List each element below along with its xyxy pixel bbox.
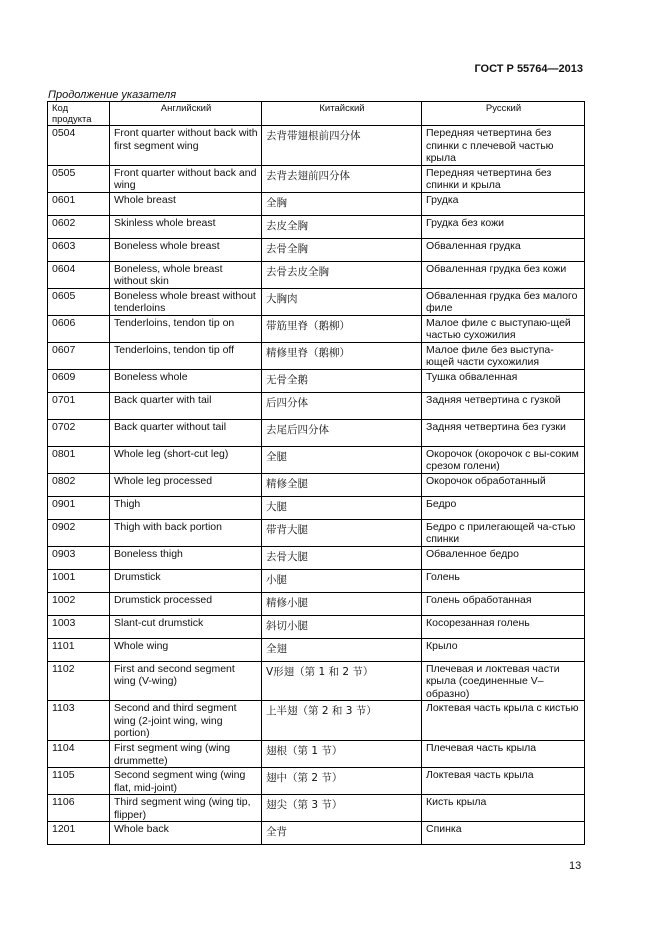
cell-code: 0609 — [48, 369, 110, 392]
cell-english: Third segment wing (wing tip, flipper) — [110, 795, 262, 822]
cell-russian: Голень обработанная — [422, 592, 585, 615]
cell-russian: Крыло — [422, 638, 585, 661]
cell-english: Skinless whole breast — [110, 215, 262, 238]
cell-chinese: 大胸肉 — [262, 288, 422, 315]
cell-russian: Задняя четвертина с гузкой — [422, 392, 585, 419]
cell-chinese: 精修小腿 — [262, 592, 422, 615]
cell-russian: Локтевая часть крыла с кистью — [422, 701, 585, 741]
cell-english: Whole back — [110, 822, 262, 845]
table-header-row — [48, 102, 585, 126]
cell-english: Boneless thigh — [110, 546, 262, 569]
cell-chinese: 带筋里脊（鹅柳） — [262, 315, 422, 342]
table-row — [48, 473, 585, 496]
cell-english: Front quarter without back and wing — [110, 165, 262, 192]
table-row — [48, 419, 585, 446]
table-row — [48, 496, 585, 519]
cell-russian: Голень — [422, 569, 585, 592]
table-row — [48, 519, 585, 546]
cell-english: Thigh with back portion — [110, 519, 262, 546]
table-row — [48, 592, 585, 615]
table-row — [48, 369, 585, 392]
cell-russian: Передняя четвертина без спинки и крыла — [422, 165, 585, 192]
cell-english: Drumstick — [110, 569, 262, 592]
cell-code: 0902 — [48, 519, 110, 546]
cell-chinese: 大腿 — [262, 496, 422, 519]
product-index-table — [47, 101, 585, 845]
cell-english: Whole leg (short-cut leg) — [110, 446, 262, 473]
cell-chinese: 全腿 — [262, 446, 422, 473]
cell-code: 0604 — [48, 261, 110, 288]
cell-russian: Плечевая и локтевая части крыла (соединенные V–образно) — [422, 661, 585, 701]
cell-russian: Передняя четвертина без спинки с плечевой частью крыла — [422, 126, 585, 166]
cell-code: 1101 — [48, 638, 110, 661]
column-header-russian: Русский — [422, 102, 585, 126]
cell-chinese: 全背 — [262, 822, 422, 845]
cell-chinese: 去骨全胸 — [262, 238, 422, 261]
cell-chinese: 翅中（第 2 节） — [262, 768, 422, 795]
cell-code: 0603 — [48, 238, 110, 261]
cell-russian: Плечевая часть крыла — [422, 741, 585, 768]
cell-code: 1001 — [48, 569, 110, 592]
column-header-code: Код продукта — [48, 102, 110, 126]
cell-russian: Спинка — [422, 822, 585, 845]
cell-chinese: 去骨大腿 — [262, 546, 422, 569]
table-row — [48, 288, 585, 315]
cell-chinese: 小腿 — [262, 569, 422, 592]
cell-russian: Косорезанная голень — [422, 615, 585, 638]
cell-code: 0901 — [48, 496, 110, 519]
cell-english: Tenderloins, tendon tip off — [110, 342, 262, 369]
table-row — [48, 546, 585, 569]
cell-russian: Окорочок (окорочок с вы-соким срезом голени) — [422, 446, 585, 473]
table-row — [48, 661, 585, 701]
table-row — [48, 392, 585, 419]
cell-russian: Задняя четвертина без гузки — [422, 419, 585, 446]
cell-chinese: 去背去翅前四分体 — [262, 165, 422, 192]
cell-code: 0903 — [48, 546, 110, 569]
cell-english: Boneless whole — [110, 369, 262, 392]
cell-english: Drumstick processed — [110, 592, 262, 615]
table-caption: Продолжение указателя — [48, 89, 177, 101]
cell-russian: Обваленная грудка — [422, 238, 585, 261]
cell-russian: Обваленное бедро — [422, 546, 585, 569]
cell-chinese: 上半翅（第 2 和 3 节） — [262, 701, 422, 741]
cell-english: Thigh — [110, 496, 262, 519]
cell-russian: Грудка без кожи — [422, 215, 585, 238]
table-row — [48, 446, 585, 473]
cell-english: Boneless, whole breast without skin — [110, 261, 262, 288]
column-header-chinese: Китайский — [262, 102, 422, 126]
cell-chinese: 精修里脊（鹅柳） — [262, 342, 422, 369]
cell-english: Tenderloins, tendon tip on — [110, 315, 262, 342]
cell-russian: Малое филе с выступаю-щей частью сухожилия — [422, 315, 585, 342]
cell-english: Whole breast — [110, 192, 262, 215]
cell-code: 0602 — [48, 215, 110, 238]
cell-english: Slant-cut drumstick — [110, 615, 262, 638]
cell-russian: Обваленная грудка без малого филе — [422, 288, 585, 315]
cell-english: Second segment wing (wing flat, mid-joint) — [110, 768, 262, 795]
table-row — [48, 126, 585, 166]
cell-russian: Кисть крыла — [422, 795, 585, 822]
cell-english: Whole leg processed — [110, 473, 262, 496]
cell-chinese: V形翅（第 1 和 2 节） — [262, 661, 422, 701]
table-row — [48, 795, 585, 822]
page-number: 13 — [569, 860, 582, 872]
table-row — [48, 615, 585, 638]
cell-english: First segment wing (wing drummette) — [110, 741, 262, 768]
cell-chinese: 全胸 — [262, 192, 422, 215]
cell-english: Back quarter without tail — [110, 419, 262, 446]
cell-code: 1103 — [48, 701, 110, 741]
cell-russian: Малое филе без выступа-ющей части сухожилия — [422, 342, 585, 369]
cell-code: 0605 — [48, 288, 110, 315]
cell-chinese: 翅尖（第 3 节） — [262, 795, 422, 822]
cell-code: 1002 — [48, 592, 110, 615]
cell-english: First and second segment wing (V-wing) — [110, 661, 262, 701]
cell-chinese: 斜切小腿 — [262, 615, 422, 638]
cell-russian: Локтевая часть крыла — [422, 768, 585, 795]
cell-russian: Обваленная грудка без кожи — [422, 261, 585, 288]
cell-code: 0601 — [48, 192, 110, 215]
table-row — [48, 342, 585, 369]
table-row — [48, 569, 585, 592]
cell-code: 0504 — [48, 126, 110, 166]
cell-english: Boneless whole breast — [110, 238, 262, 261]
cell-chinese: 去背带翅根前四分体 — [262, 126, 422, 166]
cell-russian: Бедро — [422, 496, 585, 519]
cell-code: 0701 — [48, 392, 110, 419]
standard-code: ГОСТ Р 55764—2013 — [474, 63, 583, 75]
cell-chinese: 去尾后四分体 — [262, 419, 422, 446]
cell-chinese: 去皮全胸 — [262, 215, 422, 238]
column-header-english: Английский — [110, 102, 262, 126]
table-row — [48, 701, 585, 741]
cell-russian: Окорочок обработанный — [422, 473, 585, 496]
cell-code: 0802 — [48, 473, 110, 496]
table-row — [48, 215, 585, 238]
cell-chinese: 翅根（第 1 节） — [262, 741, 422, 768]
cell-code: 1106 — [48, 795, 110, 822]
cell-chinese: 无骨全鹅 — [262, 369, 422, 392]
cell-code: 0505 — [48, 165, 110, 192]
cell-code: 1104 — [48, 741, 110, 768]
cell-english: Back quarter with tail — [110, 392, 262, 419]
cell-chinese: 带背大腿 — [262, 519, 422, 546]
cell-chinese: 全翅 — [262, 638, 422, 661]
cell-code: 0607 — [48, 342, 110, 369]
cell-english: Whole wing — [110, 638, 262, 661]
table-row — [48, 315, 585, 342]
table-row — [48, 822, 585, 845]
cell-code: 1003 — [48, 615, 110, 638]
cell-russian: Грудка — [422, 192, 585, 215]
table-row — [48, 741, 585, 768]
cell-code: 0801 — [48, 446, 110, 473]
table-row — [48, 192, 585, 215]
table-row — [48, 165, 585, 192]
cell-code: 1201 — [48, 822, 110, 845]
cell-code: 1102 — [48, 661, 110, 701]
cell-english: Second and third segment wing (2-joint wing, wing portion) — [110, 701, 262, 741]
cell-code: 0702 — [48, 419, 110, 446]
cell-code: 1105 — [48, 768, 110, 795]
table-row — [48, 261, 585, 288]
cell-chinese: 后四分体 — [262, 392, 422, 419]
cell-code: 0606 — [48, 315, 110, 342]
cell-chinese: 去骨去皮全胸 — [262, 261, 422, 288]
table-row — [48, 238, 585, 261]
cell-chinese: 精修全腿 — [262, 473, 422, 496]
cell-russian: Бедро с прилегающей ча-стью спинки — [422, 519, 585, 546]
table-row — [48, 638, 585, 661]
cell-english: Boneless whole breast without tenderloins — [110, 288, 262, 315]
cell-english: Front quarter without back with first segment wing — [110, 126, 262, 166]
cell-russian: Тушка обваленная — [422, 369, 585, 392]
table-row — [48, 768, 585, 795]
